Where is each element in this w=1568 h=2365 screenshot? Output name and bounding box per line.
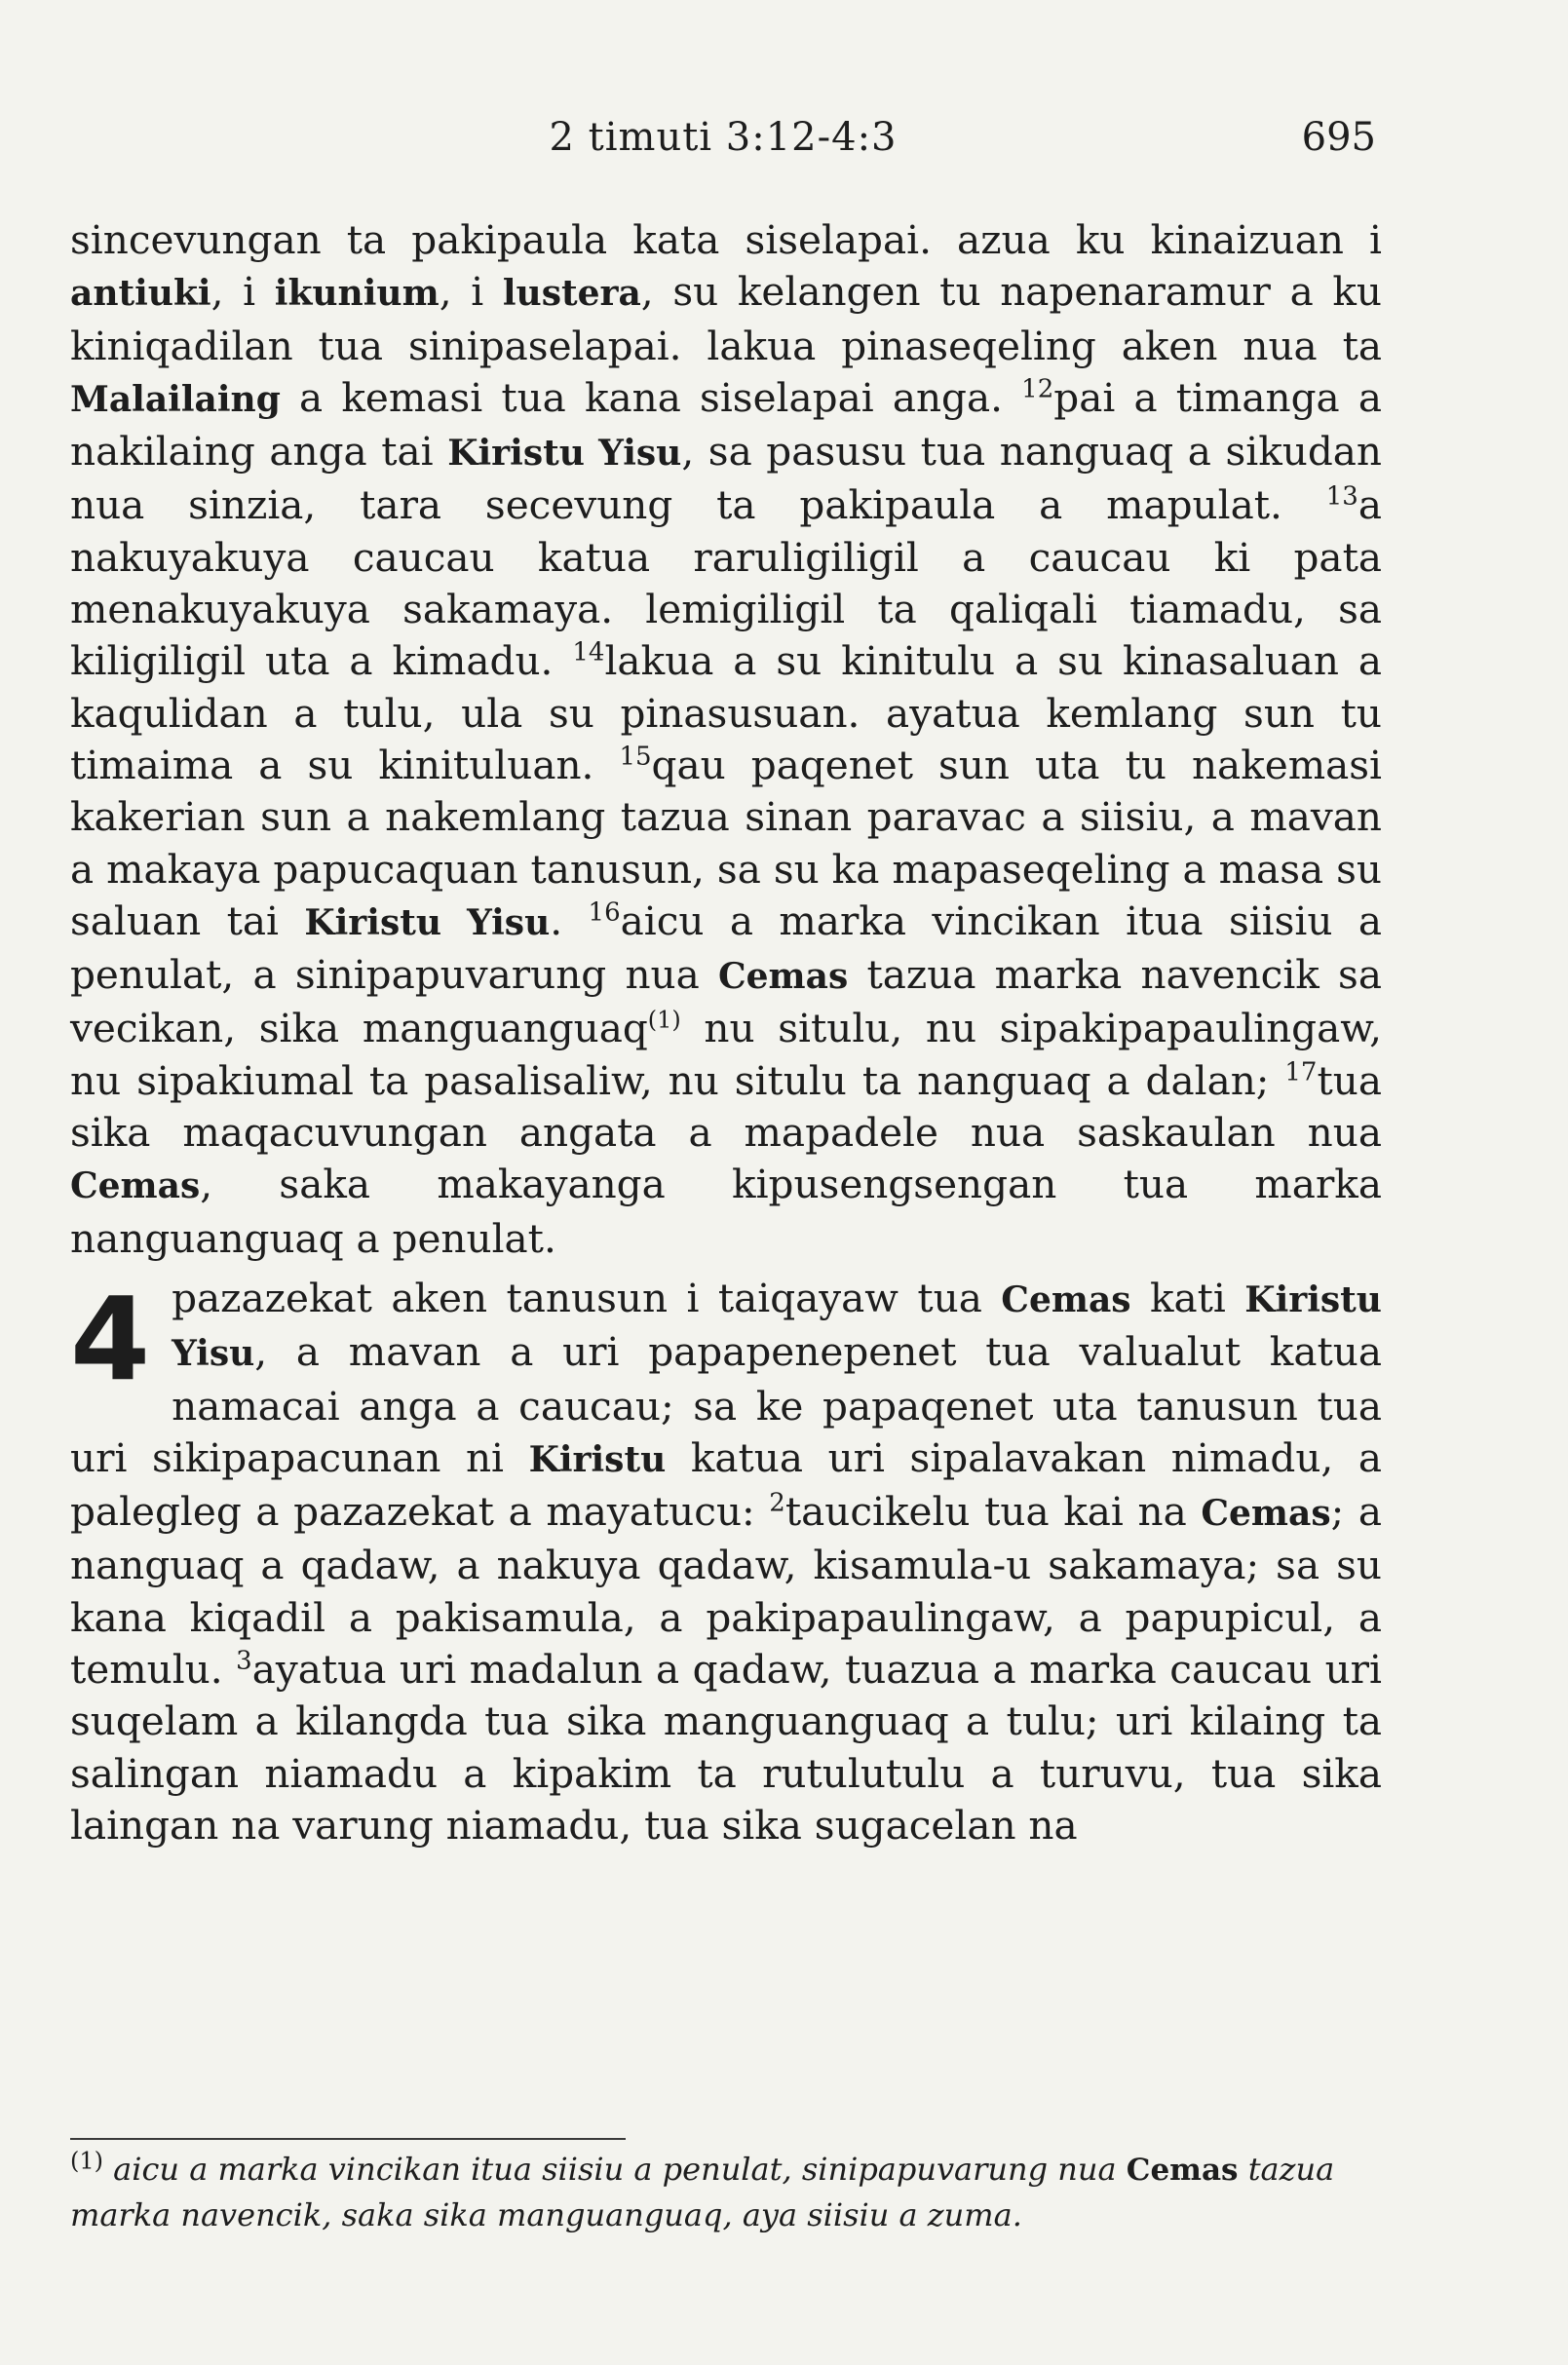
text-run: , saka makayanga kipusengsengan tua marka nanguanguaq a penulat. xyxy=(70,1161,1382,1262)
divine-name: Kiristu Yisu xyxy=(172,1278,1382,1375)
verse-number: 2 xyxy=(769,1488,785,1518)
text-run: lakua a su kinitulu a su kinasaluan a kaqulidan a tulu, ula su pinasusuan. ayatua kemlang sun tu timaima a su kinituluan. xyxy=(70,637,1382,788)
page-number: 695 xyxy=(1301,115,1376,160)
footnote xyxy=(70,2147,1337,2237)
text-run: , su kelangen tu napenaramur a ku kiniqadilan tua sinipaselapai. lakua pinaseqeling aken nua ta xyxy=(70,268,1383,369)
text-run: taucikelu tua kai na xyxy=(784,1488,1202,1536)
text-run: a kemasi tua kana siselapai anga. xyxy=(280,373,1022,421)
chapter-4-paragraph xyxy=(70,1273,1382,1851)
text-run: a nakuyakuya caucau katua raruligiligil a caucau ki pata menakuyakuya sakamaya. lemigiligil ta qaliqali tiamadu, sa kiligiligil uta a kimadu. xyxy=(70,481,1382,685)
place-name: lustera xyxy=(502,273,641,315)
body-text xyxy=(70,214,1382,1851)
text-run: tazua marka navencik sa vecikan, sika manguanguaq xyxy=(70,951,1382,1052)
footnote-divider xyxy=(70,2138,626,2140)
chapter-3-paragraph xyxy=(70,214,1382,1265)
text-run: , a mavan a uri papapenepenet tua valualut katua namacai anga a caucau; sa ke papaqenet uta tanusun tua uri sikipapacunan ni xyxy=(70,1328,1382,1481)
divine-name: Cemas xyxy=(70,1165,201,1207)
text-run: aicu a marka vincikan itua siisiu a penulat, a sinipapuvarung nua xyxy=(70,896,1382,999)
verse-number: 14 xyxy=(572,637,605,668)
text-run: ; a nanguaq a qadaw, a nakuya qadaw, kisamula-u sakamaya; sa su kana kiqadil a pakisamula, a pakipapaulingaw, a papupicul, a temulu. xyxy=(70,1488,1382,1694)
verse-number: 12 xyxy=(1021,374,1054,404)
text-run: ayatua uri madalun a qadaw, tuazua a marka caucau uri suqelam a kilangda tua sika manguanguaq a tulu; uri kilaing ta salingan niamadu a kipakim ta rutulutulu a turuvu, tua sika laingan na varung niamadu, tua sika sugacelan na xyxy=(70,1646,1382,1849)
footnote-text: tazua marka navencik, saka sika manguanguaq, aya siisiu a zuma. xyxy=(70,2151,1335,2233)
divine-name: Cemas xyxy=(718,956,849,998)
divine-name: Cemas xyxy=(1001,1278,1131,1320)
verse-number: 3 xyxy=(236,1646,252,1676)
text-run: . xyxy=(550,896,589,944)
verse-number: 15 xyxy=(619,742,652,772)
text-run: pai a timanga a nakilaing anga tai xyxy=(70,373,1382,476)
text-run: katua uri sipalavakan nimadu, a palegleg a pazazekat a mayatucu: xyxy=(70,1433,1382,1536)
text-run: kati xyxy=(1130,1274,1245,1321)
divine-name: Kiristu Yisu xyxy=(304,901,551,943)
footnote-reference[interactable]: (1) xyxy=(647,1006,681,1034)
divine-name: Malailaing xyxy=(70,378,281,420)
text-run: , sa pasusu tua nanguaq a sikudan nua sinzia, tara secevung ta pakipaula a mapulat. xyxy=(70,428,1382,529)
divine-name: Cemas xyxy=(1126,2153,1239,2188)
text-run: , i xyxy=(439,268,503,316)
divine-name: Kiristu xyxy=(528,1438,667,1480)
text-run: sincevungan ta pakipaula kata siselapai. azua ku kinaizuan i xyxy=(70,216,1382,263)
running-head: 2 timuti 3:12-4:3 xyxy=(549,115,898,160)
divine-name: Cemas xyxy=(1201,1493,1331,1535)
footnote-text: aicu a marka vincikan itua siisiu a penulat, sinipapuvarung nua xyxy=(103,2151,1127,2188)
verse-number: 16 xyxy=(588,897,621,928)
verse-number: 17 xyxy=(1284,1057,1318,1087)
text-run: tua sika maqacuvungan angata a mapadele nua saskaulan nua xyxy=(70,1056,1382,1157)
chapter-number: 4 xyxy=(70,1271,151,1406)
footnote-marker: (1) xyxy=(70,2147,103,2175)
text-run: pazazekat aken tanusun i taiqayaw tua xyxy=(172,1274,1002,1321)
place-name: antiuki xyxy=(70,273,211,315)
place-name: ikunium xyxy=(274,273,440,315)
text-run: nu situlu, nu sipakipapaulingaw, nu sipakiumal ta pasalisaliw, nu situlu ta nanguaq a dalan; xyxy=(70,1005,1382,1104)
text-run: , i xyxy=(210,268,275,316)
text-run: qau paqenet sun uta tu nakemasi kakerian sun a nakemlang tazua sinan paravac a siisiu, a mavan a makaya papucaquan tanusun, sa su ka mapaseqeling a masa su saluan tai xyxy=(70,741,1382,944)
divine-name: Kiristu Yisu xyxy=(447,433,682,475)
page-header xyxy=(70,115,1376,173)
verse-number: 13 xyxy=(1325,481,1358,512)
